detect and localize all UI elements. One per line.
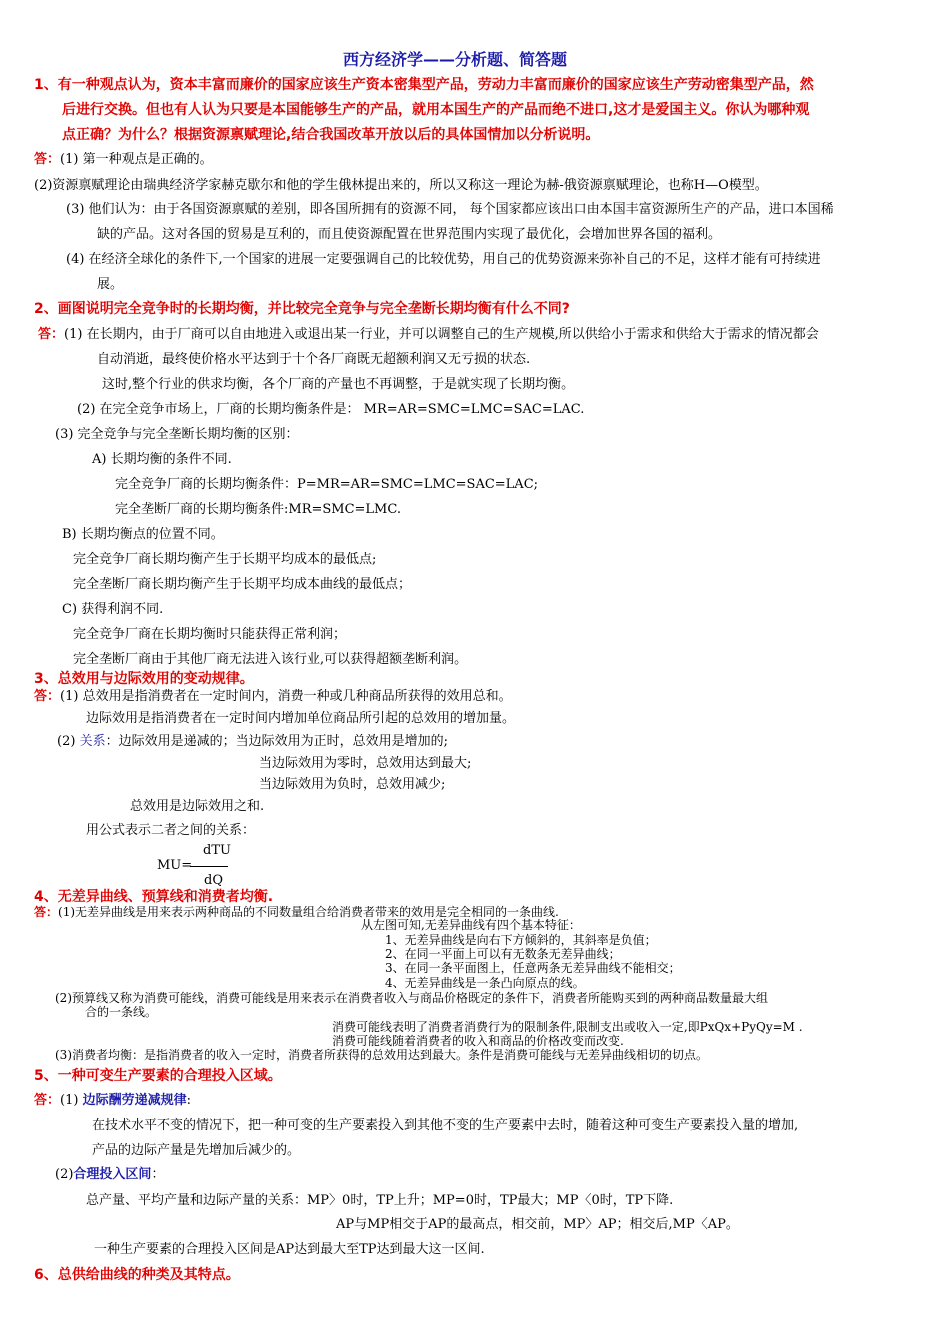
answer-3-point-2-line-2: 当边际效用为零时，总效用达到最大; bbox=[259, 756, 472, 771]
answer-text: (1) 在长期内，由于厂商可以自由地进入或退出某一行业，并可以调整自己的生产规模,所以供给小于需求和供给大于需求的情况都会 bbox=[64, 327, 819, 342]
answer-2-point-2: (2) 在完全竞争市场上，厂商的长期均衡条件是： MR=AR=SMC=LMC=SAC=LAC. bbox=[77, 402, 585, 417]
answer-4-point-2-line-2: 合的一条线。 bbox=[85, 1005, 158, 1019]
law-colon: : bbox=[186, 1093, 191, 1108]
answer-2-point-3-a-1: 完全竞争厂商的长期均衡条件：P=MR=AR=SMC=LMC=SAC=LAC; bbox=[115, 477, 539, 492]
answer-5-point-2-line-1: 总产量、平均产量和边际产量的关系：MP〉0时，TP上升；MP=0时，TP最大；MP〈0时，TP下降. bbox=[86, 1193, 674, 1208]
point-number: (2) bbox=[55, 1167, 74, 1182]
formula-lhs: MU= bbox=[157, 858, 193, 873]
answer-1-point-4-line-2: 展。 bbox=[97, 277, 124, 292]
answer-5-point-2-line-2: AP与MP相交于AP的最高点，相交前，MP〉AP；相交后,MP〈AP。 bbox=[336, 1217, 739, 1232]
question-1-line-3: 点正确？为什么？根据资源禀赋理论,结合我国改革开放以后的具体国情加以分析说明。 bbox=[62, 127, 600, 143]
answer-2-point-3-a: A) 长期均衡的条件不同. bbox=[92, 452, 232, 467]
relation-label: 关系 bbox=[79, 734, 106, 749]
range-colon: ： bbox=[151, 1167, 165, 1182]
answer-3-point-1-line-1 bbox=[34, 688, 512, 706]
answer-text: (1) 总效用是指消费者在一定时间内，消费一种或几种商品所获得的效用总和。 bbox=[60, 689, 512, 704]
point-number: (1) bbox=[60, 1093, 79, 1108]
formula-numerator: dTU bbox=[203, 843, 231, 858]
law-label: 边际酬劳递减规律 bbox=[82, 1093, 187, 1108]
answer-4-point-2-line-1: (2)预算线又称为消费可能线，消费可能线是用来表示在消费者收入与商品价格既定的条件下，消费者所能购买到的两种商品数量最大组 bbox=[55, 991, 769, 1005]
indifference-intro: 从左图可知,无差异曲线有四个基本特征： bbox=[361, 918, 581, 932]
answer-label: 答： bbox=[34, 905, 59, 919]
answer-2-point-3-b-2: 完全垄断厂商长期均衡产生于长期平均成本曲线的最低点； bbox=[73, 577, 412, 592]
answer-label: 答： bbox=[34, 689, 61, 704]
question-3: 3、总效用与边际效用的变动规律。 bbox=[34, 671, 254, 687]
answer-3-point-1-line-2: 边际效用是指消费者在一定时间内增加单位商品所引起的总效用的增加量。 bbox=[86, 711, 516, 726]
answer-label: 答： bbox=[34, 152, 61, 167]
answer-5-point-1 bbox=[34, 1092, 191, 1110]
answer-text: (1) 第一种观点是正确的。 bbox=[60, 152, 213, 167]
question-2: 2、画图说明完全竞争时的长期均衡，并比较完全竞争与完全垄断长期均衡有什么不同? bbox=[34, 301, 570, 317]
indifference-feature-2: 2、在同一平面上可以有无数条无差异曲线； bbox=[385, 947, 621, 961]
question-6: 6、总供给曲线的种类及其特点。 bbox=[34, 1267, 240, 1283]
indifference-feature-4: 4、无差异曲线是一条凸向原点的线。 bbox=[385, 976, 585, 990]
formula-fraction-bar bbox=[190, 866, 228, 867]
relation-text: ：边际效用是递减的；当边际效用为正时，总效用是增加的; bbox=[105, 734, 448, 749]
answer-4-point-3: (3)消费者均衡：是指消费者的收入一定时，消费者所获得的总效用达到最大。条件是消费可能线与无差异曲线相切的切点。 bbox=[55, 1048, 709, 1062]
answer-1-point-3-line-2: 缺的产品。这对各国的贸易是互利的，而且使资源配置在世界范围内实现了最优化，会增加世界各国的福利。 bbox=[97, 227, 722, 242]
indifference-feature-1: 1、无差异曲线是向右下方倾斜的，其斜率是负值； bbox=[385, 933, 657, 947]
answer-1-point-2: (2)资源禀赋理论由瑞典经济学家赫克歇尔和他的学生俄林提出来的，所以又称这一理论为赫-俄资源禀赋理论，也称H—O模型。 bbox=[34, 178, 768, 193]
answer-text: (1)无差异曲线是用来表示两种商品的不同数量组合给消费者带来的效用是完全相同的一条曲线. bbox=[58, 905, 559, 919]
page-title: 西方经济学——分析题、简答题 bbox=[343, 50, 568, 69]
indifference-feature-3: 3、在同一条平面图上，任意两条无差异曲线不能相交； bbox=[385, 961, 681, 975]
answer-1-point-4-line-1: (4) 在经济全球化的条件下,一个国家的进展一定要强调自己的比较优势，用自己的优势资源来弥补自己的不足，这样才能有可持续进 bbox=[66, 252, 821, 267]
answer-2-point-1-line-2: 自动消逝，最终使价格水平达到于十个各厂商既无超额利润又无亏损的状态. bbox=[97, 352, 531, 367]
question-1-line-2: 后进行交换。但也有人认为只要是本国能够生产的产品，就用本国生产的产品而绝不进口,这才是爱国主义。你认为哪种观 bbox=[62, 102, 810, 118]
answer-5-point-1-line-2: 产品的边际产量是先增加后减少的。 bbox=[92, 1143, 301, 1158]
answer-2-point-3-a-2: 完全垄断厂商的长期均衡条件:MR=SMC=LMC. bbox=[115, 502, 401, 517]
answer-2-point-3-c-2: 完全垄断厂商由于其他厂商无法进入该行业,可以获得超额垄断利润。 bbox=[73, 652, 468, 667]
answer-3-point-2 bbox=[57, 733, 448, 751]
answer-2-point-3-b: B) 长期均衡点的位置不同。 bbox=[62, 527, 224, 542]
answer-5-point-1-line-1: 在技术水平不变的情况下，把一种可变的生产要素投入到其他不变的生产要素中去时，随着这种可变生产要素投入量的增加, bbox=[92, 1118, 799, 1133]
question-1-line-1: 1、有一种观点认为，资本丰富而廉价的国家应该生产资本密集型产品，劳动力丰富而廉价的国家应该生产劳动密集型产品，然 bbox=[34, 77, 814, 93]
point-number: (2) bbox=[57, 734, 76, 749]
answer-1-point-3-line-1: (3) 他们认为：由于各国资源禀赋的差别，即各国所拥有的资源不同， 每个国家都应该出口由本国丰富资源所生产的产品，进口本国稀 bbox=[66, 202, 834, 217]
answer-2-point-3-c: C) 获得利润不同. bbox=[62, 602, 164, 617]
question-5: 5、一种可变生产要素的合理投入区域。 bbox=[34, 1068, 282, 1084]
answer-2-point-3-c-1: 完全竞争厂商在长期均衡时只能获得正常利润； bbox=[73, 627, 347, 642]
answer-1-point-1 bbox=[34, 151, 213, 169]
answer-2-point-1-line-1 bbox=[38, 326, 819, 344]
answer-5-point-2-line-3: 一种生产要素的合理投入区间是AP达到最大至TP达到最大这一区间. bbox=[94, 1242, 485, 1257]
answer-3-point-2-line-4: 总效用是边际效用之和. bbox=[130, 799, 265, 814]
answer-2-point-3: (3) 完全竞争与完全垄断长期均衡的区别： bbox=[55, 427, 299, 442]
answer-3-point-2-line-3: 当边际效用为负时，总效用减少; bbox=[259, 777, 446, 792]
answer-4-point-2-line-4: 消费可能线随着消费者的收入和商品的价格改变而改变. bbox=[332, 1034, 624, 1048]
range-label: 合理投入区间 bbox=[73, 1167, 152, 1182]
answer-label: 答： bbox=[34, 1093, 61, 1108]
answer-2-point-3-b-1: 完全竞争厂商长期均衡产生于长期平均成本的最低点; bbox=[73, 552, 377, 567]
answer-2-point-1-line-3: 这时,整个行业的供求均衡，各个厂商的产量也不再调整，于是就实现了长期均衡。 bbox=[102, 377, 575, 392]
question-4: 4、无差异曲线、预算线和消费者均衡. bbox=[34, 889, 274, 905]
formula-denominator: dQ bbox=[204, 873, 223, 888]
answer-label: 答： bbox=[38, 327, 65, 342]
answer-4-point-2-line-3: 消费可能线表明了消费者消费行为的限制条件,限制支出或收入一定,即PxQx+PyQy=M . bbox=[332, 1020, 803, 1034]
answer-3-point-2-line-5: 用公式表示二者之间的关系： bbox=[86, 823, 256, 838]
answer-5-point-2 bbox=[55, 1166, 164, 1184]
